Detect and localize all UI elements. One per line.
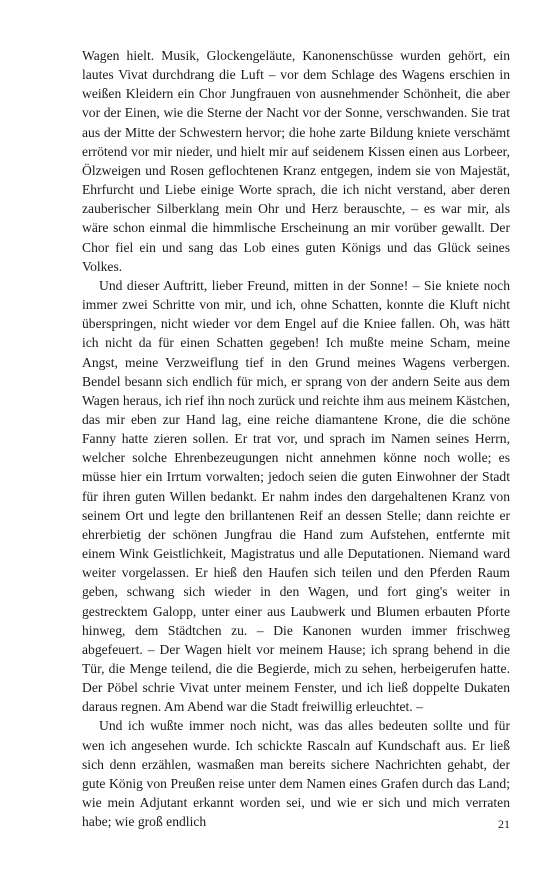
page-number: 21 [498, 817, 510, 831]
paragraph-2: Und dieser Auftritt, lieber Freund, mitten in der Sonne! – Sie kniete noch immer zwei Schritte von mir, und ich, ohne Schatten, konnte die Kluft nicht überspringen, nicht wieder vor dem Engel auf die Kniee fallen. Oh, was hätt ich nicht da für einen Schatten gegeben! Ich mußte meine Scham, meine Angst, meine Verzweiflung tief in den Grund meines Wagens verbergen. Bendel besann sich endlich für mich, er sprang von der andern Seite aus dem Wagen heraus, ich rief ihn noch zurück und reichte ihm aus meinem Kästchen, das mir eben zur Hand lag, eine reiche diamantene Krone, die die schöne Fanny hatte zieren sollen. Er trat vor, und sprach im Namen seines Herrn, welcher solche Ehrenbezeugungen nicht annehmen könne noch wolle; es müsse hier ein Irrtum vorwalten; jedoch seien die guten Einwohner der Stadt für ihren guten Willen bedankt. Er nahm indes den dargehaltenen Kranz von seinem Ort und legte den brillantenen Reif an dessen Stelle; dann reichte er ehrerbietig der schönen Jungfrau die Hand zum Aufstehen, entfernte mit einem Wink Geistlichkeit, Magistratus und alle Deputationen. Niemand ward weiter vorgelassen. Er hieß den Haufen sich teilen und den Pferden Raum geben, schwang sich wieder in den Wagen, und fort ging's weiter in gestrecktem Galopp, unter einer aus Laubwerk und Blumen erbauten Pforte hinweg, dem Städtchen zu. – Die Kanonen wurden immer frischweg abgefeuert. – Der Wagen hielt vor meinem Hause; ich sprang behend in die Tür, die Menge teilend, die die Begierde, mich zu sehen, herbeigerufen hatte. Der Pöbel schrie Vivat unter meinem Fenster, und ich ließ doppelte Dukaten daraus regnen. Am Abend war die Stadt freiwillig erleuchtet. – [82, 277, 510, 715]
paragraph-3: Und ich wußte immer noch nicht, was das alles bedeuten sollte und für wen ich angesehen wurde. Ich schickte Rascaln auf Kundschaft aus. Er ließ sich denn erzählen, wasmaßen man bereits sichere Nachrichten gehabt, der gute König von Preußen reise unter dem Namen eines Grafen durch das Land; wie mein Adjutant erkannt worden sei, und wie er sich und mich verraten habe; wie groß endlich [82, 718, 510, 830]
paragraph-1: Wagen hielt. Musik, Glockengeläute, Kanonenschüsse wurden gehört, ein lautes Vivat durchdrang die Luft – vor dem Schlage des Wagens erschien in weißen Kleidern ein Chor Jungfrauen von ausnehmender Schönheit, die aber vor der Einen, wie die Sterne der Nacht vor der Sonne, verschwanden. Sie trat aus der Mitte der Schwestern hervor; die hohe zarte Bildung kniete verschämt errötend vor mir nieder, und hielt mir auf seidenem Kissen einen aus Lorbeer, Ölzweigen und Rosen geflochtenen Kranz entgegen, indem sie von Majestät, Ehrfurcht und Liebe einige Worte sprach, die ich nicht verstand, aber deren zauberischer Silberklang mein Ohr und Herz berauschte, – es war mir, als wäre schon einmal die himmlische Erscheinung an mir vorüber gewallt. Der Chor fiel ein und sang das Lob eines guten Königs und das Glück seines Volkes. [82, 48, 510, 274]
body-text [82, 46, 510, 831]
